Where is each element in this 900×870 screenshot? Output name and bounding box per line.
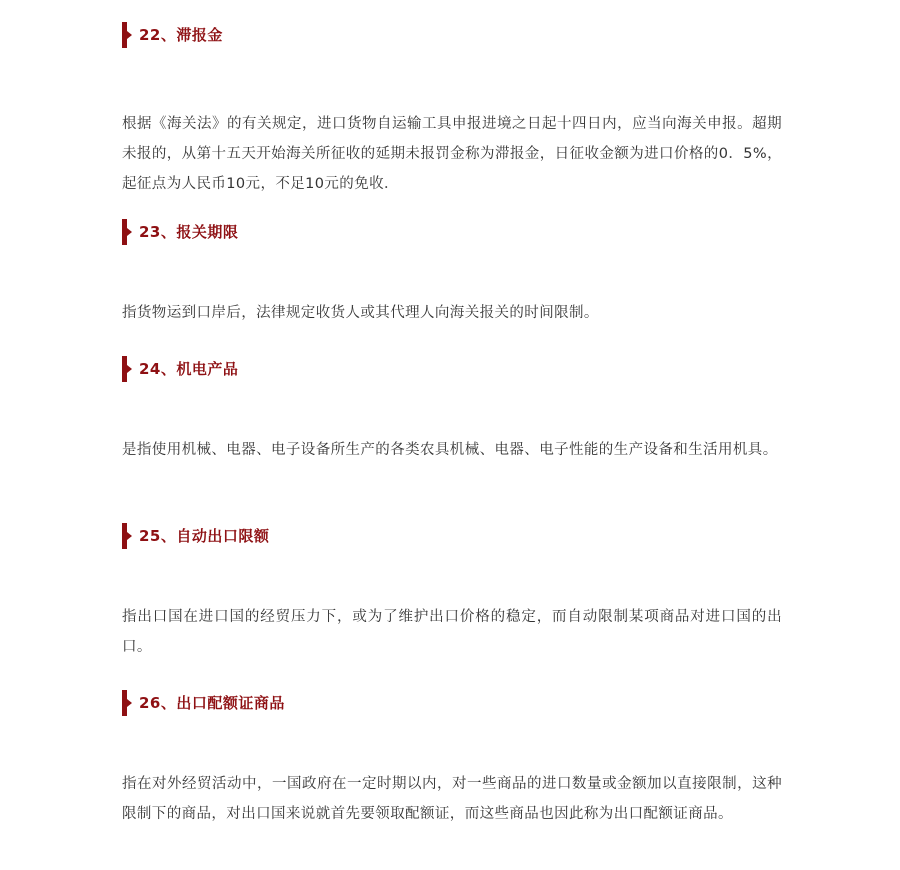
- section-22: [122, 22, 782, 199]
- section-title: 23、报关期限: [139, 223, 239, 241]
- bookmark-tab-icon: [122, 523, 127, 549]
- section-24: [122, 356, 782, 465]
- bookmark-tab-icon: [122, 219, 127, 245]
- section-title: 25、自动出口限额: [139, 527, 270, 545]
- section-body: 指货物运到口岸后，法律规定收货人或其代理人向海关报关的时间限制。: [122, 305, 599, 321]
- section-title: 26、出口配额证商品: [139, 694, 285, 712]
- section-25: [122, 523, 782, 662]
- section-heading: [122, 690, 782, 716]
- section-title: 22、滞报金: [139, 26, 223, 44]
- section-23: [122, 219, 782, 328]
- section-body: 根据《海关法》的有关规定，进口货物自运输工具申报进境之日起十四日内，应当向海关申报。超期未报的，从第十五天开始海关所征收的延期未报罚金称为滞报金，日征收金额为进口价格的0．5%，起征点为人民币10元，不足10元的免收．: [122, 116, 782, 192]
- bookmark-tab-icon: [122, 22, 127, 48]
- section-heading: [122, 22, 782, 48]
- section-26: [122, 690, 782, 829]
- bookmark-tab-icon: [122, 356, 127, 382]
- section-title: 24、机电产品: [139, 360, 239, 378]
- bookmark-tab-icon: [122, 690, 127, 716]
- section-body: 是指使用机械、电器、电子设备所生产的各类农具机械、电器、电子性能的生产设备和生活用机具。: [122, 442, 778, 458]
- section-heading: [122, 219, 782, 245]
- section-heading: [122, 523, 782, 549]
- section-body: 指在对外经贸活动中，一国政府在一定时期以内，对一些商品的进口数量或金额加以直接限制，这种限制下的商品，对出口国来说就首先要领取配额证，而这些商品也因此称为出口配额证商品。: [122, 776, 782, 822]
- section-heading: [122, 356, 782, 382]
- section-body: 指出口国在进口国的经贸压力下，或为了维护出口价格的稳定，而自动限制某项商品对进口国的出口。: [122, 609, 782, 655]
